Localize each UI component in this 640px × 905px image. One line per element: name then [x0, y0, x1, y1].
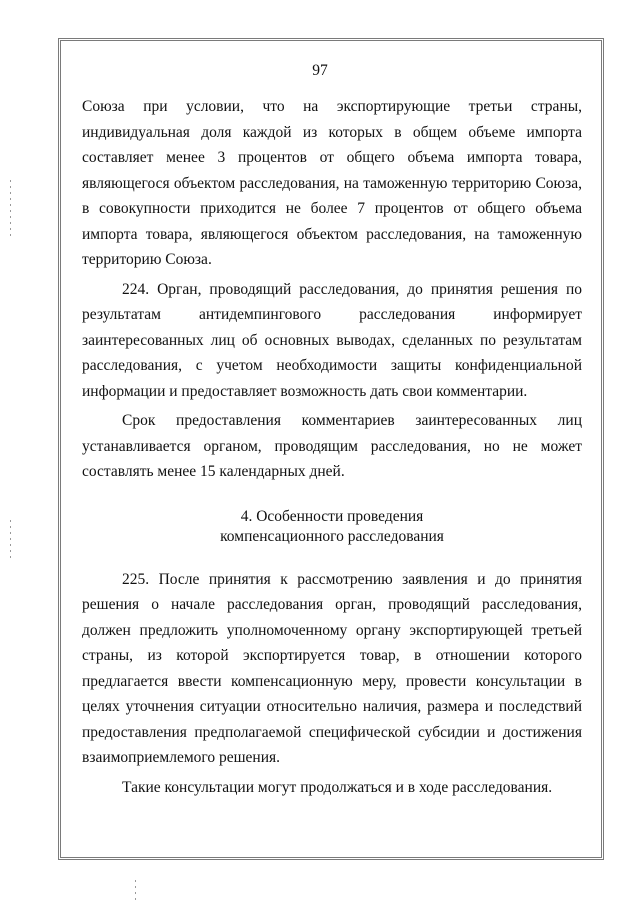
section-heading	[82, 507, 582, 547]
page-number: 97	[312, 62, 328, 79]
scan-edge-mark	[10, 180, 11, 240]
scan-bottom-mark	[135, 880, 136, 902]
paragraph: Срок предоставления комментариев заинтересованных лиц устанавливается органом, проводящим расследования, но не может составлять менее 15 календарных дней.	[82, 412, 582, 480]
paragraph: Союза при условии, что на экспортирующие третьи страны, индивидуальная доля каждой из которых в общем объеме импорта составляет менее 3 процентов от общего объема импорта товара, являющегося объектом расследования, на таможенную территорию Союза, в совокупности приходится не более 7 процентов от общего объема импорта товара, являющегося объектом расследования, на таможенную территорию Союза.	[82, 98, 582, 268]
paragraph: 225. После принятия к рассмотрению заявления и до принятия решения о начале расследования орган, проводящий расследования, должен предложить уполномоченному органу экспортирующей третьей страны, из которой экспортируется товар, в отношении которого предлагается ввести компенсационную меру, провести консультации в целях уточнения ситуации относительно наличия, размера и последствий предоставления предполагаемой специфической субсидии и достижения взаимоприемлемого решения.	[82, 570, 582, 766]
paragraph: 224. Орган, проводящий расследования, до принятия решения по результатам антидемпингового расследования информирует заинтересованных лиц об основных выводах, сделанных по результатам расследования, с учетом необходимости защиты конфиденциальной информации и предоставляет возможность дать свои комментарии.	[82, 280, 582, 400]
section-heading-line: компенсационного расследования	[220, 527, 444, 545]
scan-edge-mark	[10, 520, 11, 560]
section-heading-line: 4. Особенности проведения	[240, 507, 424, 525]
document-body	[82, 94, 582, 800]
paragraph: Такие консультации могут продолжаться и в ходе расследования.	[122, 778, 553, 796]
